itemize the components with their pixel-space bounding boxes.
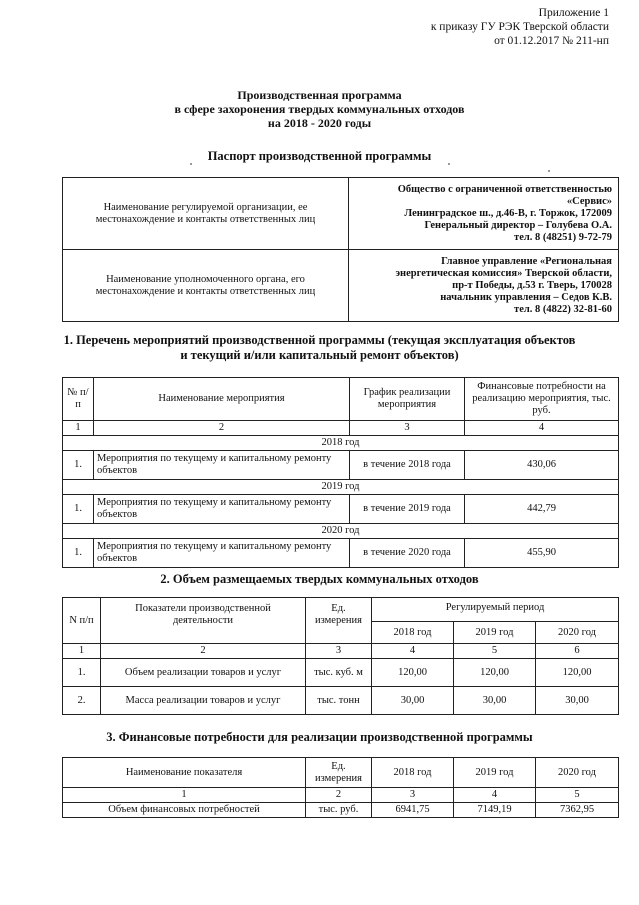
column-number: 2	[94, 421, 350, 436]
table-row	[63, 659, 619, 687]
header-finance: Финансовые потребности на реализацию мероприятия, тыс. руб.	[465, 378, 619, 421]
row-indicator: Объем финансовых потребностей	[63, 803, 306, 818]
row-value: 120,00	[536, 659, 619, 687]
column-number: 1	[63, 421, 94, 436]
passport-value	[349, 250, 619, 322]
row-value: 6941,75	[372, 803, 454, 818]
passport-label: Наименование регулируемой организации, ее местонахождение и контакты ответственных лиц	[63, 178, 349, 250]
header-indicator: Показатели производственной деятельности	[101, 598, 306, 644]
scan-speck	[448, 163, 450, 165]
year-row	[63, 480, 619, 495]
appendix-line-3: от 01.12.2017 № 211-нп	[494, 35, 609, 47]
row-amount: 430,06	[465, 451, 619, 480]
table-row	[63, 539, 619, 568]
section3-table	[62, 757, 619, 818]
row-num: 1.	[63, 495, 94, 524]
header-year: 2018 год	[372, 758, 454, 788]
header-year: 2019 год	[454, 758, 536, 788]
passport-value-line: Ленинградское ш., д.46-В, г. Торжок, 172009	[404, 207, 612, 219]
year-label: 2019 год	[63, 480, 619, 495]
table-row	[63, 495, 619, 524]
passport-value	[349, 178, 619, 250]
row-unit: тыс. руб.	[306, 803, 372, 818]
column-number: 5	[536, 788, 619, 803]
header-num: № п/п	[63, 378, 94, 421]
passport-value-line: тел. 8 (48251) 9-72-79	[514, 231, 612, 243]
passport-table	[62, 177, 619, 322]
passport-value-line: Генеральный директор – Голубева О.А.	[424, 219, 612, 231]
column-number-row	[63, 421, 619, 436]
column-number: 1	[63, 644, 101, 659]
passport-heading: Паспорт производственной программы	[207, 149, 432, 163]
row-value: 30,00	[372, 687, 454, 715]
row-value: 7362,95	[536, 803, 619, 818]
header-year: 2020 год	[536, 758, 619, 788]
header-activity: Наименование мероприятия	[94, 378, 350, 421]
appendix-note	[431, 6, 609, 48]
title-line-1: Производственная программа	[237, 88, 402, 102]
passport-row	[63, 178, 619, 250]
column-number: 4	[454, 788, 536, 803]
row-unit: тыс. куб. м	[306, 659, 372, 687]
column-number: 3	[372, 788, 454, 803]
year-label: 2018 год	[63, 436, 619, 451]
table-row	[63, 687, 619, 715]
row-schedule: в течение 2020 года	[350, 539, 465, 568]
section2-table	[62, 597, 619, 715]
row-indicator: Масса реализации товаров и услуг	[101, 687, 306, 715]
column-number: 3	[306, 644, 372, 659]
column-number: 4	[465, 421, 619, 436]
column-number: 2	[306, 788, 372, 803]
row-activity: Мероприятия по текущему и капитальному ремонту объектов	[94, 539, 350, 568]
column-number: 4	[372, 644, 454, 659]
row-amount: 442,79	[465, 495, 619, 524]
year-row	[63, 524, 619, 539]
passport-value-line: Общество с ограниченной ответственностью	[397, 183, 612, 195]
header-unit: Ед. измерения	[306, 598, 372, 644]
header-year: 2018 год	[372, 622, 454, 644]
passport-label: Наименование уполномоченного органа, его местонахождение и контакты ответственных лиц	[63, 250, 349, 322]
row-activity: Мероприятия по текущему и капитальному ремонту объектов	[94, 495, 350, 524]
passport-value-line: начальник управления – Седов К.В.	[440, 291, 612, 303]
appendix-line-2: к приказу ГУ РЭК Тверской области	[430, 21, 609, 33]
section1-heading-line-2: и текущий и/или капитальный ремонт объектов)	[180, 348, 459, 362]
appendix-line-1: Приложение 1	[538, 7, 609, 19]
header-unit: Ед. измерения	[306, 758, 372, 788]
row-activity: Мероприятия по текущему и капитальному ремонту объектов	[94, 451, 350, 480]
scan-speck	[548, 170, 550, 172]
section1-heading-line-1: 1. Перечень мероприятий производственной программы (текущая эксплуатация объектов	[63, 333, 576, 347]
row-schedule: в течение 2018 года	[350, 451, 465, 480]
passport-row	[63, 250, 619, 322]
row-schedule: в течение 2019 года	[350, 495, 465, 524]
header-period: Регулируемый период	[372, 598, 619, 622]
header-year: 2019 год	[454, 622, 536, 644]
title-line-2: в сфере захоронения твердых коммунальных отходов	[174, 102, 465, 116]
header-schedule: График реализации мероприятия	[350, 378, 465, 421]
table-row	[63, 451, 619, 480]
passport-value-line: Главное управление «Региональная	[441, 255, 612, 267]
passport-value-line: тел. 8 (4822) 32-81-60	[514, 303, 612, 315]
row-num: 1.	[63, 451, 94, 480]
passport-value-line: «Сервис»	[566, 195, 612, 207]
table-header-row	[63, 378, 619, 421]
row-num: 1.	[63, 659, 101, 687]
row-amount: 455,90	[465, 539, 619, 568]
header-num: N п/п	[63, 598, 101, 644]
column-number: 1	[63, 788, 306, 803]
section2-heading: 2. Объем размещаемых твердых коммунальных отходов	[160, 572, 479, 586]
section3-heading: 3. Финансовые потребности для реализации производственной программы	[106, 730, 533, 744]
column-number: 2	[101, 644, 306, 659]
header-year: 2020 год	[536, 622, 619, 644]
table-row	[63, 803, 619, 818]
title-line-3: на 2018 - 2020 годы	[267, 116, 372, 130]
table-header-row	[63, 598, 619, 622]
passport-value-line: энергетическая комиссия» Тверской области,	[395, 267, 612, 279]
document-title	[0, 88, 639, 130]
row-indicator: Объем реализации товаров и услуг	[101, 659, 306, 687]
year-label: 2020 год	[63, 524, 619, 539]
scan-speck	[190, 163, 192, 165]
column-number: 3	[350, 421, 465, 436]
header-indicator: Наименование показателя	[63, 758, 306, 788]
row-value: 30,00	[536, 687, 619, 715]
row-value: 30,00	[454, 687, 536, 715]
row-value: 120,00	[454, 659, 536, 687]
section1-heading	[0, 333, 639, 363]
column-number-row	[63, 788, 619, 803]
row-num: 1.	[63, 539, 94, 568]
section1-table	[62, 377, 619, 568]
column-number: 6	[536, 644, 619, 659]
table-header-row	[63, 758, 619, 788]
row-value: 7149,19	[454, 803, 536, 818]
row-num: 2.	[63, 687, 101, 715]
row-value: 120,00	[372, 659, 454, 687]
column-number-row	[63, 644, 619, 659]
column-number: 5	[454, 644, 536, 659]
row-unit: тыс. тонн	[306, 687, 372, 715]
passport-value-line: пр-т Победы, д.53 г. Тверь, 170028	[452, 279, 612, 291]
year-row	[63, 436, 619, 451]
